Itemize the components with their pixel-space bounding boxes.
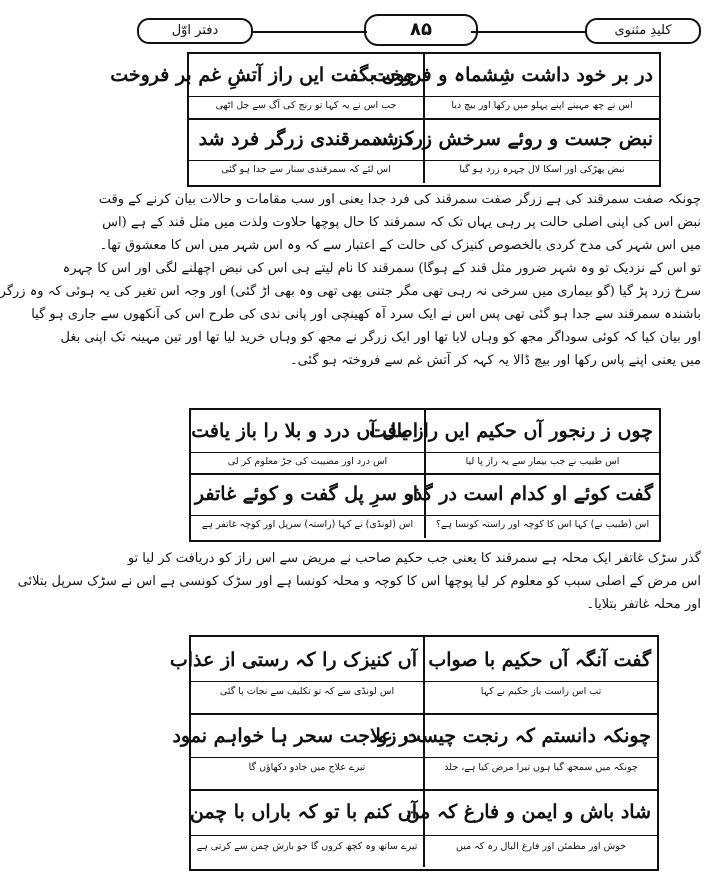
verse-cell-left — [191, 475, 426, 538]
verse-cell-right — [372, 120, 659, 183]
urdu-gloss: جب اس نے یہ کہا تو رنج کی آگ سے جل اٹھی — [215, 100, 397, 111]
urdu-gloss: نبض پھڑکی اور اسکا لال چہرہ زرد ہو گیا — [459, 164, 625, 175]
urdu-gloss: تب اس راست باز حکیم نے کہا — [480, 686, 602, 697]
verse-cell-right — [425, 637, 657, 713]
urdu-gloss: اس (لونڈی) نے کہا (راستہ) سرپل اور کوچہ غاتفر ہے — [201, 519, 414, 530]
verse-row — [169, 637, 657, 713]
verse-cell-left — [169, 637, 425, 713]
verse-row — [172, 715, 657, 789]
persian-verse: کز سمرقندی زرگر فرد شد — [198, 128, 414, 150]
urdu-gloss: تیرے ساتھ وہ کچھ کروں گا جو بارش چمن سے کرتی ہے — [196, 841, 418, 852]
verse-cell-left — [191, 410, 426, 474]
verse-cell-right — [372, 54, 659, 119]
persian-verse: گفت کوئے او کدام است در گذر — [404, 483, 653, 505]
text-line: میں یعنی اپنے پاس رکھا اور بیچ ڈالا یہ کہہ کر آتش غم سے فروختہ ہو گئی۔ — [289, 353, 701, 368]
text-line: اور محلہ غاتفر بتلایا۔ — [586, 597, 701, 612]
urdu-gloss: اس نے چھ مہینے اپنے پہلو میں رکھا اور بیچ دیا — [451, 100, 633, 111]
persian-verse: اصل آں درد و بلا را باز یافت — [191, 420, 418, 442]
text-line: گذر سڑک غاتفر ایک محلہ ہے سمرقند کا یعنی جب حکیم صاحب نے مریض سے اس راز کو دریافت کر لیا تو — [127, 551, 701, 566]
verse-row — [191, 475, 659, 538]
text-line: چونکہ صفت سمرقند کی ہے زرگر صفت سمرقند کی فرد جدا یعنی اور سب مقامات و حالات بیان کرنے کے وقت — [98, 192, 701, 207]
page-number: ۸۵ — [364, 14, 478, 46]
verse-box-1 — [110, 52, 661, 187]
text-line: تو اس کے نزدیک تو وہ شہر ضرور مثل قند کے ہوگا) سمرقند کا نام لیتے ہی اس کی نبض اچھلنے لگی اور اس کا چہرہ — [62, 261, 701, 276]
persian-verse: آں کنم با تو کہ باراں با چمن — [189, 801, 417, 823]
text-line: باشندہ سمرقند سے جدا ہو گئی تھی پس اس نے ایک سرد آہ کھینچی اور پانی ندی کی طرح اس کی آنکھوں سے جاری ہو گیا — [31, 307, 701, 322]
text-line: اس مرض کے اصلی سبب کو معلوم کر لیا پوچھا اس کا کوچہ و محلہ کونسا ہے اور سڑک کونسی ہے اس نے سڑک سرپل بتلائی — [17, 574, 701, 589]
volume-label: دفتر اوّل — [137, 18, 253, 44]
persian-verse: شاد باش و ایمن و فارغ کہ من — [405, 801, 651, 823]
persian-verse: چوں ز رنجور آں حکیم ایں راز یافت — [368, 420, 653, 442]
urdu-gloss: چونکہ میں سمجھ گیا ہوں تیرا مرض کیا ہے، جلد — [444, 762, 638, 773]
urdu-gloss: اس لونڈی سے کہ تو تکلیف سے نجات پا گئی — [219, 686, 395, 697]
verse-cell-right — [404, 475, 659, 538]
urdu-gloss: تیرے علاج میں جادو دکھاؤں گا — [248, 762, 366, 773]
header-rule-right — [471, 31, 585, 33]
verse-cell-right — [368, 410, 659, 474]
book-title: کلیدِ مثنوی — [585, 18, 701, 44]
persian-verse: در بر خود داشت شِشماہ و فروخت — [372, 64, 653, 86]
persian-verse: چونکہ دانستم کہ رنجت چیست زود — [369, 725, 651, 747]
text-line: اور بیان کیا کہ کوئی سوداگر مجھ کو وہاں لایا تھا اور ایک زرگر نے مجھ کو وہاں خرید لیا تھا اور تین مہینہ تک اپنی بغل — [60, 330, 701, 345]
urdu-gloss: اس طبیب نے جب بیمار سے یہ راز پا لیا — [465, 456, 620, 467]
verse-cell-left — [191, 791, 425, 867]
verse-cell-left — [110, 54, 425, 119]
verse-cell-left — [172, 715, 425, 789]
persian-verse: چوں بگفت ایں راز آتشِ غم بر فروخت — [110, 64, 417, 86]
page-header — [137, 12, 701, 52]
header-rule-left — [253, 31, 367, 33]
text-line: سرخ زرد پڑ گیا (گو بیماری میں سرخی نہ رہی تھی مگر جتنی بھی تھی وہ بھی اڑ گئی) اور وجہ اس تغیر کی یہ ہوئی کہ وہ زرگر — [0, 284, 701, 299]
urdu-gloss: خوش اور مطمئن اور فارغ البال رہ کہ میں — [456, 841, 626, 852]
urdu-gloss: اس (طبیب نے) کہا اس کا کوچہ اور راستہ کونسا ہے؟ — [435, 519, 650, 530]
persian-verse: در علاجت سحر ہا خواہم نمود — [172, 725, 417, 747]
verse-cell-left — [189, 120, 425, 183]
verse-row — [191, 791, 657, 867]
verse-cell-right — [405, 791, 657, 867]
text-line: میں اس شہر کی مدح کردی بالخصوص کنیزک کی حالت کے اعتبار سے کہ وہ اس شہر میں اس کا معشوق تھا۔ — [99, 238, 701, 253]
commentary-paragraph-2 — [17, 547, 701, 616]
urdu-gloss: اس لئے کہ سمرقندی سنار سے جدا ہو گئی — [221, 164, 391, 175]
persian-verse: او سرِ پل گفت و کوئے غاتفر — [194, 483, 418, 505]
persian-verse: آں کنیزک را کہ رستی از عذاب — [169, 649, 417, 671]
verse-row — [189, 120, 659, 183]
verse-box-3 — [169, 635, 659, 871]
verse-cell-right — [369, 715, 657, 789]
commentary-paragraph-1 — [0, 188, 701, 372]
persian-verse: نبض جست و روئے سرخش زرد شد — [372, 128, 653, 150]
text-line: نبض اس کی اپنی اصلی حالت پر رہی یہاں تک کہ سمرقند کا حال پوچھا حلاوت ولذت میں مثل قند کے ہے (اس — [102, 215, 701, 230]
persian-verse: گفت آنگہ آں حکیم با صواب — [428, 649, 651, 671]
verse-row — [191, 410, 659, 474]
verse-row — [110, 54, 659, 119]
verse-box-2 — [189, 408, 661, 542]
urdu-gloss: اس درد اور مصیبت کی جڑ معلوم کر لی — [227, 456, 388, 467]
